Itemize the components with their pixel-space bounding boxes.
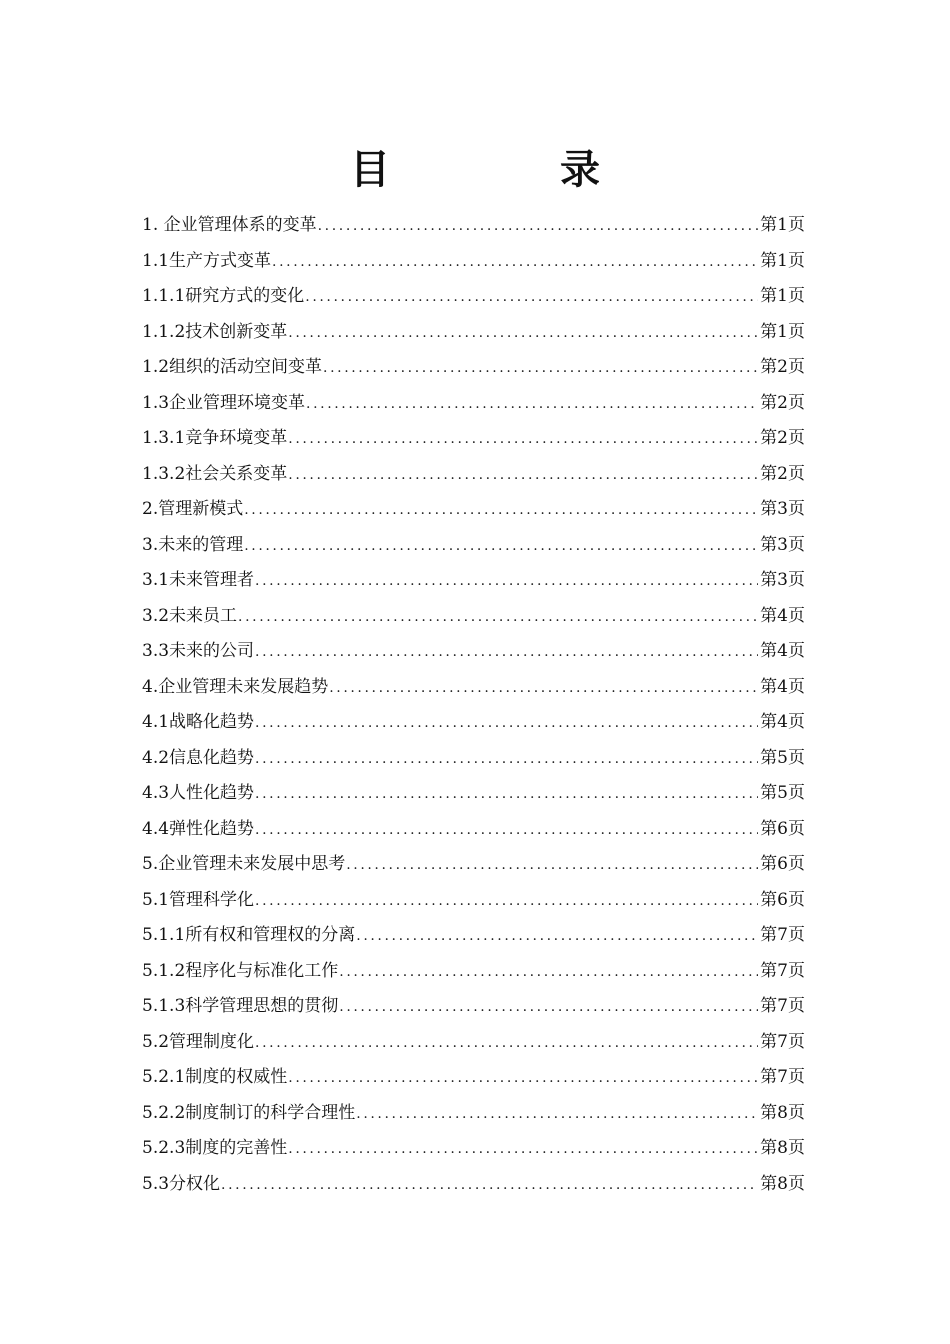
toc-entry-label: 5.2管理制度化 [142, 1031, 255, 1052]
toc-entry[interactable] [142, 918, 805, 954]
toc-entry[interactable] [142, 1096, 805, 1132]
toc-entry[interactable] [142, 1167, 805, 1203]
toc-dot-leader [238, 600, 758, 636]
toc-entry-label: 1.1.1研究方式的变化 [142, 286, 305, 306]
toc-entry[interactable] [142, 1025, 805, 1061]
toc-entry-label: 1.3.1竞争环境变革 [142, 428, 288, 448]
toc-entry[interactable] [142, 315, 805, 351]
toc-entry-label: 1.2组织的活动空间变革 [142, 357, 323, 377]
toc-entry[interactable] [142, 883, 805, 919]
toc-entry[interactable] [142, 1060, 805, 1096]
toc-entry-page: 第7页 [760, 960, 805, 981]
toc-entry-label: 5.企业管理未来发展中思考 [142, 854, 346, 874]
toc-entry-page: 第1页 [760, 250, 805, 271]
toc-entry-label: 4.企业管理未来发展趋势 [142, 676, 329, 697]
toc-entry-label: 5.2.2制度制订的科学合理性 [142, 1102, 356, 1123]
toc-dot-leader [288, 458, 758, 494]
toc-entry-page: 第6页 [760, 889, 805, 910]
toc-dot-leader [255, 884, 758, 920]
toc-entry-label: 1.1.2技术创新变革 [142, 321, 288, 342]
toc-entry[interactable] [142, 1131, 805, 1167]
toc-entry-page: 第8页 [760, 1138, 805, 1158]
toc-entry[interactable] [142, 528, 805, 564]
toc-entry-page: 第7页 [760, 1067, 805, 1087]
toc-entry[interactable] [142, 741, 805, 777]
toc-dot-leader [306, 387, 758, 423]
toc-entry-page: 第3页 [760, 570, 805, 590]
toc-entry-page: 第8页 [760, 1102, 805, 1123]
toc-entry-label: 2.管理新模式 [142, 499, 244, 519]
toc-entry-label: 4.1战略化趋势 [142, 712, 255, 732]
toc-entry[interactable] [142, 208, 805, 244]
toc-entry-page: 第4页 [760, 712, 805, 732]
toc-dot-leader [244, 493, 758, 529]
toc-entry-page: 第4页 [760, 605, 805, 626]
toc-entry-label: 5.1.2程序化与标准化工作 [142, 960, 339, 981]
toc-entry-label: 3.2未来员工 [142, 605, 238, 626]
toc-dot-leader [255, 706, 758, 742]
toc-entry-page: 第7页 [760, 996, 805, 1016]
toc-entry-page: 第8页 [760, 1173, 805, 1194]
toc-dot-leader [339, 990, 758, 1026]
toc-entry[interactable] [142, 599, 805, 635]
toc-entry[interactable] [142, 812, 805, 848]
toc-dot-leader [323, 351, 758, 387]
toc-entry-page: 第2页 [760, 357, 805, 377]
toc-entry[interactable] [142, 421, 805, 457]
toc-entry[interactable] [142, 457, 805, 493]
toc-entry-page: 第4页 [760, 641, 805, 661]
toc-dot-leader [356, 919, 758, 955]
toc-entry[interactable] [142, 670, 805, 706]
toc-dot-leader [329, 671, 758, 707]
toc-dot-leader [221, 1168, 758, 1204]
toc-entry[interactable] [142, 847, 805, 883]
toc-dot-leader [346, 848, 758, 884]
toc-dot-leader [288, 316, 758, 352]
toc-entry-page: 第3页 [760, 534, 805, 555]
toc-entry-label: 1.3.2社会关系变革 [142, 463, 288, 484]
toc-entry-label: 1.1生产方式变革 [142, 250, 272, 271]
toc-dot-leader [288, 1132, 758, 1168]
toc-entry[interactable] [142, 492, 805, 528]
toc-entry-page: 第2页 [760, 463, 805, 484]
toc-entry-page: 第5页 [760, 783, 805, 803]
toc-entry[interactable] [142, 989, 805, 1025]
toc-entry-page: 第1页 [760, 321, 805, 342]
toc-dot-leader [255, 777, 758, 813]
toc-entry[interactable] [142, 954, 805, 990]
toc-entry-label: 4.2信息化趋势 [142, 747, 255, 768]
toc-dot-leader [318, 209, 759, 245]
toc-entry-page: 第3页 [760, 499, 805, 519]
toc-entry-label: 3.未来的管理 [142, 534, 244, 555]
toc-entry-label: 3.1未来管理者 [142, 570, 255, 590]
toc-dot-leader [305, 280, 758, 316]
toc-entry-page: 第5页 [760, 747, 805, 768]
toc-entry[interactable] [142, 634, 805, 670]
toc-entry[interactable] [142, 705, 805, 741]
toc-entry-label: 4.3人性化趋势 [142, 783, 255, 803]
toc-entry-label: 1. 企业管理体系的变革 [142, 215, 317, 235]
toc-entry-label: 5.1.1所有权和管理权的分离 [142, 925, 356, 945]
toc-entry-page: 第1页 [760, 286, 805, 306]
toc-dot-leader [255, 813, 758, 849]
toc-entry[interactable] [142, 776, 805, 812]
toc-dot-leader [339, 955, 758, 991]
toc-entry[interactable] [142, 386, 805, 422]
toc-entry-page: 第7页 [760, 1031, 805, 1052]
toc-dot-leader [272, 245, 758, 281]
toc-entry-page: 第6页 [760, 854, 805, 874]
toc-dot-leader [255, 1026, 758, 1062]
toc-entry-label: 5.2.3制度的完善性 [142, 1138, 288, 1158]
toc-entry[interactable] [142, 350, 805, 386]
toc-entry-page: 第7页 [760, 925, 805, 945]
toc-dot-leader [288, 1061, 758, 1097]
toc-entry-page: 第4页 [760, 676, 805, 697]
toc-entry-page: 第1页 [760, 215, 805, 235]
toc-entry-page: 第2页 [760, 428, 805, 448]
toc-entry-label: 5.2.1制度的权威性 [142, 1067, 288, 1087]
toc-entry-label: 5.1管理科学化 [142, 889, 255, 910]
toc-dot-leader [255, 635, 758, 671]
toc-entry-label: 5.3分权化 [142, 1173, 221, 1194]
toc-entry-label: 1.3企业管理环境变革 [142, 392, 306, 413]
table-of-contents [142, 208, 805, 1202]
page-title: 目 录 [350, 147, 678, 193]
toc-entry-label: 5.1.3科学管理思想的贯彻 [142, 996, 339, 1016]
toc-dot-leader [288, 422, 758, 458]
toc-entry[interactable] [142, 244, 805, 280]
toc-dot-leader [244, 529, 758, 565]
toc-dot-leader [255, 742, 758, 778]
toc-dot-leader [356, 1097, 758, 1133]
toc-entry-page: 第6页 [760, 818, 805, 839]
toc-entry-label: 3.3未来的公司 [142, 641, 255, 661]
toc-dot-leader [255, 564, 758, 600]
toc-entry[interactable] [142, 563, 805, 599]
toc-entry-page: 第2页 [760, 392, 805, 413]
toc-entry[interactable] [142, 279, 805, 315]
toc-entry-label: 4.4弹性化趋势 [142, 818, 255, 839]
